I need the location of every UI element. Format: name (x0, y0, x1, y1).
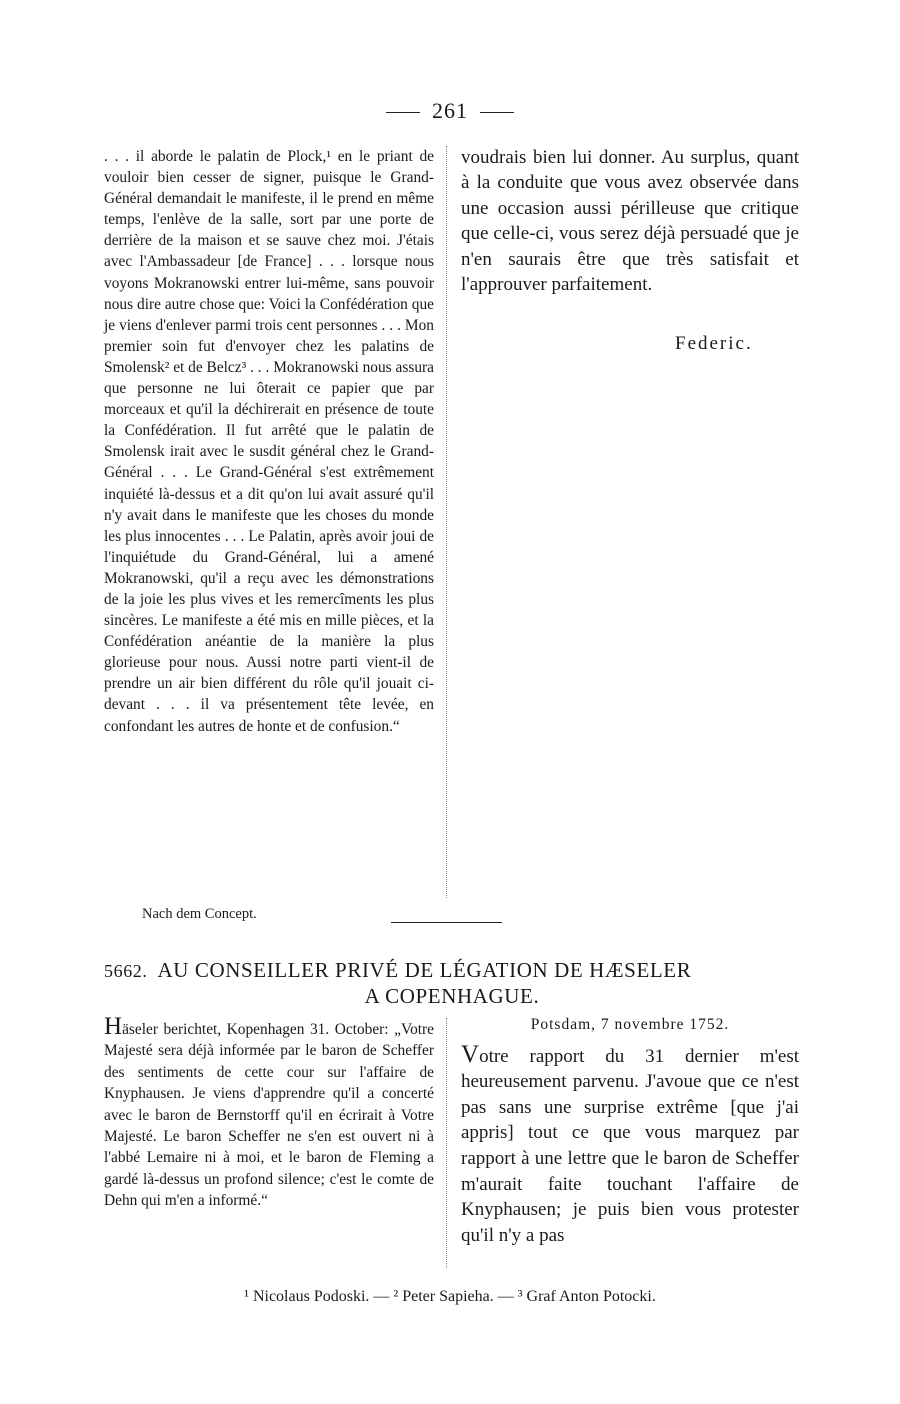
quote-text: . . . il aborde le palatin de Plock,¹ en le priant de vouloir bien cesser de signer, puisque le Grand-Général demandait le manifeste, il le prend en même temps, l'enlève de la salle, sort par une porte de derrière de la maison et se sauve chez moi. J'étais avec l'Ambassadeur [de France] . . . lorsque nous voyons Mokranowski entrer lui-même, sans pouvoir nous dire autre chose que: Voici la Confédération que je viens d'enlever parmi trois cent personnes . . . Mon premier soin fut d'envoyer chez les palatins de Smolensk² et de Belcz³ . . . Mokranowski nous assura que personne ne lui ôterait ce papier que par morceaux et qu'il la déchirerait en présence de toute la Confédération. Il fut arrêté que le palatin de Smolensk irait avec le susdit général chez le Grand-Général . . . Le Grand-Général s'est extrêmement inquiété là-dessus et a dit qu'on lui avait assuré qu'il n'y avait dans le manifeste que les choses du monde les plus innocentes . . . Le Palatin, après avoir joui de l'inquiétude du Grand-Général, lui a amené Mokranowski, qu'il a reçu avec les démonstrations de la joie les plus vives et les remercîments les plus sincères. Le manifeste a été mis en mille pièces, et la Confédération anéantie de la manière la plus glorieuse pour nous. Aussi notre parti vient-il de prendre un air bien différent du rôle qu'il jouait ci-devant . . . il va présentement tête levée, en confondant les autres de honte et de confusion.“ (104, 148, 434, 735)
report-text: äseler berichtet, Kopenhagen 31. October: „Votre Majesté sera déjà informée par le baron de Scheffer des sentiments de cette cour sur l'affaire de Knyphausen. Je viens d'apprendre qu'il a concerté avec le baron de Bernstorff qu'il en écrirait à Votre Majesté. Le baron Scheffer ne s'en est ouvert ni à l'abbé Lemaire ni à moi, et le baron de Fleming a gardé là-dessus un profond silence; c'est le comte de Dehn qui m'en a informé.“ (104, 1021, 434, 1210)
letter-number: 5662. (104, 961, 148, 981)
footnotes: ¹ Nicolaus Podoski. — ² Peter Sapieha. — ³ Graf Anton Potocki. (244, 1288, 656, 1305)
page-number-line (0, 98, 900, 124)
section-separator-rule (391, 922, 502, 923)
report-paragraph (104, 1013, 434, 1212)
heading-line-1: AU CONSEILLER PRIVÉ DE LÉGATION DE HÆSELER (157, 958, 692, 982)
previous-letter-quote-column (104, 146, 434, 737)
letter-heading (104, 958, 800, 1009)
column-divider-top (446, 146, 447, 898)
signature: Federic. (675, 333, 753, 354)
place-date: Potsdam, 7 novembre 1752. (530, 1016, 730, 1033)
report-summary-column (104, 1013, 434, 1212)
king-reply-text: otre rapport du 31 dernier m'est heureusement parvenu. J'avoue que ce n'est pas sans une surprise extrême [que j'ai appris] tout ce que vous marquez par rapport à une lettre que le baron de Scheffer m'aurait faite touchant l'affaire de Knyphausen; je puis bien vous protester qu'il n'y a pas (461, 1045, 799, 1246)
page-number: 261 (432, 98, 468, 123)
reply-initial: V (461, 1040, 480, 1068)
left-dash-rule (386, 112, 420, 113)
heading-line-2: A COPENHAGUE. (364, 984, 540, 1008)
previous-letter-reply-column (461, 145, 799, 297)
reply-text: voudrais bien lui donner. Au surplus, quant à la conduite que vous avez observée dans une occasion aussi périlleuse que critique que celle-ci, vous serez déjà persuadé que je n'en saurais être que très satisfait et l'approuver parfaitement. (461, 147, 799, 296)
king-reply-column (461, 1012, 799, 1248)
reply-paragraph (461, 1042, 799, 1249)
column-divider-bottom (446, 1018, 447, 1268)
right-dash-rule (480, 112, 514, 113)
report-initial: H (104, 1013, 123, 1040)
source-note: Nach dem Concept. (142, 906, 257, 922)
